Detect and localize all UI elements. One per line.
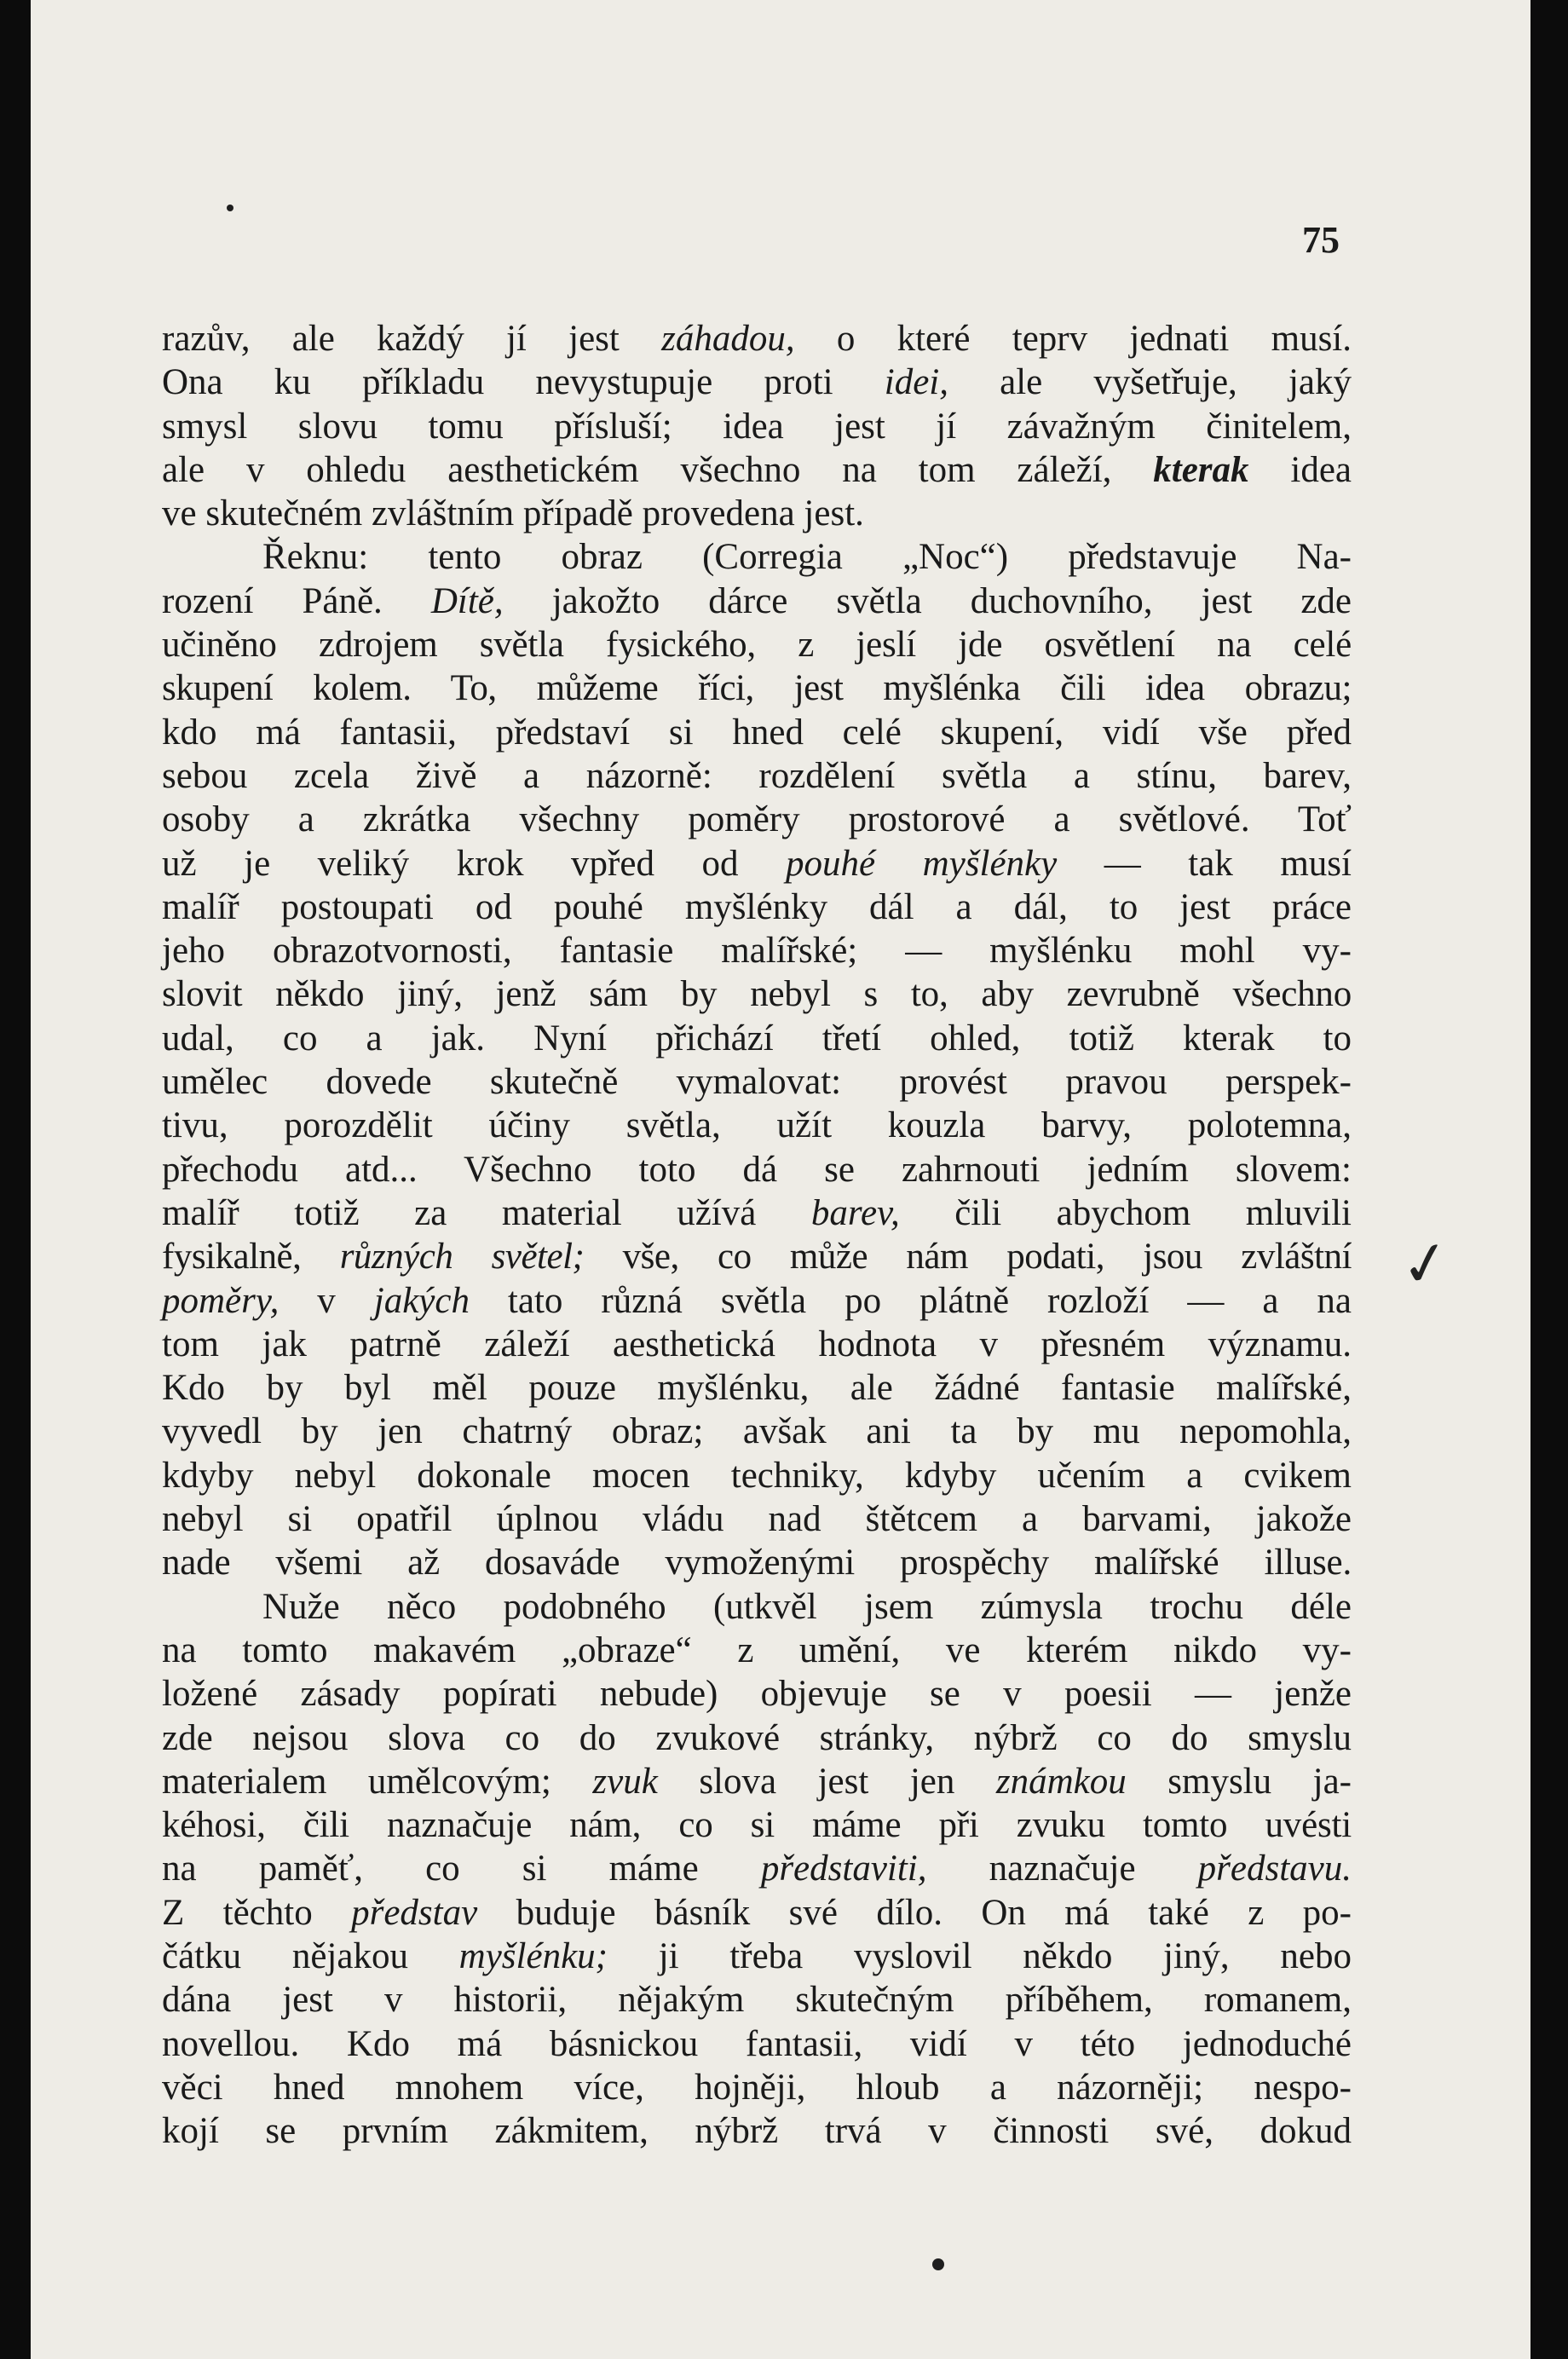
text-segment: slovit někdo jiný, jenž sám by nebyl s to, aby zevrubně všechno — [162, 974, 1352, 1015]
text-line — [162, 360, 1352, 404]
text-segment: kéhosi, čili naznačuje nám, co si máme při zvuku tomto uvésti — [162, 1805, 1352, 1846]
text-line — [162, 1847, 1352, 1890]
text-line — [162, 1191, 1352, 1235]
text-line — [162, 2109, 1352, 2153]
italic-emphasis: známkou — [995, 1761, 1127, 1802]
text-line — [162, 580, 1352, 623]
text-line — [162, 1629, 1352, 1672]
text-segment: už je veliký krok vpřed od — [162, 843, 787, 884]
text-segment: Ona ku příkladu nevystupuje proti — [162, 362, 885, 403]
text-segment: nebyl si opatřil úplnou vládu nad štětcem a barvami, jakože — [162, 1499, 1352, 1540]
text-segment: ji třeba vyslovil někdo jiný, nebo — [607, 1935, 1352, 1976]
text-segment: ale vyšetřuje, jaký — [948, 362, 1352, 403]
text-line — [162, 1716, 1352, 1760]
italic-emphasis: barev, — [810, 1192, 900, 1233]
text-line — [162, 1366, 1352, 1410]
text-line — [162, 535, 1352, 579]
text-segment: Z těchto — [162, 1892, 352, 1933]
text-segment: skupení kolem. To, můžeme říci, jest myšlénka čili idea obrazu; — [162, 668, 1352, 709]
text-segment: přechodu atd... Všechno toto dá se zahrnouti jedním slovem: — [162, 1149, 1352, 1190]
text-line — [162, 317, 1352, 360]
text-segment: sebou zcela živě a názorně: rozdělení světla a stínu, barev, — [162, 755, 1352, 796]
text-line — [162, 842, 1352, 885]
text-segment: novellou. Kdo má básnickou fantasii, vidí v této jednoduché — [162, 2023, 1352, 2064]
text-segment: jeho obrazotvornosti, fantasie malířské; — myšlénku mohl vy- — [162, 931, 1352, 972]
italic-emphasis: záhadou, — [661, 319, 795, 359]
text-segment: tato různá světla po plátně rozloží — a na — [469, 1280, 1352, 1321]
italic-emphasis: pouhé myšlénky — [786, 843, 1058, 884]
italic-emphasis: kterak — [1153, 449, 1249, 490]
italic-emphasis: poměry, — [162, 1280, 280, 1321]
text-line — [162, 1323, 1352, 1366]
ink-speck — [227, 205, 233, 211]
text-segment: kdyby nebyl dokonale mocen techniky, kdyby učením a cvikem — [162, 1455, 1352, 1496]
text-segment: Kdo by byl měl pouze myšlénku, ale žádné fantasie malířské, — [162, 1368, 1352, 1409]
text-segment: razův, ale každý jí jest — [162, 319, 662, 359]
text-segment: smysl slovu tomu přísluší; idea jest jí závažným činitelem, — [162, 406, 1352, 447]
margin-check-mark: ✓ — [1395, 1228, 1456, 1302]
text-segment: umělec dovede skutečně vymalovat: provést pravou perspek- — [162, 1062, 1352, 1103]
text-segment: materialem umělcovým; — [162, 1761, 593, 1802]
text-line — [162, 885, 1352, 929]
text-segment: udal, co a jak. Nyní přichází třetí ohled, totiž kterak to — [162, 1018, 1352, 1058]
text-line — [162, 972, 1352, 1016]
italic-emphasis: idei, — [884, 362, 948, 403]
text-line — [162, 492, 1352, 535]
text-line — [162, 1978, 1352, 2022]
italic-emphasis: různých světel; — [339, 1237, 585, 1278]
italic-emphasis: myšlénku; — [458, 1935, 608, 1976]
text-line — [162, 1585, 1352, 1629]
text-line — [162, 2066, 1352, 2109]
book-page — [31, 0, 1531, 2359]
text-line — [162, 623, 1352, 666]
text-line — [162, 1235, 1352, 1278]
italic-emphasis: zvuk — [592, 1761, 658, 1802]
text-line — [162, 2022, 1352, 2066]
text-segment: nade všemi až dosaváde vymoženými prospěchy malířské illuse. — [162, 1543, 1352, 1583]
scan-right-edge — [1531, 0, 1568, 2359]
text-segment: rození Páně. — [162, 580, 431, 621]
text-segment: na paměť, co si máme — [162, 1849, 761, 1889]
italic-emphasis: představiti, — [760, 1849, 927, 1889]
text-segment: jakožto dárce světla duchovního, jest zde — [503, 580, 1352, 621]
text-segment: smyslu ja- — [1126, 1761, 1352, 1802]
text-segment: tom jak patrně záleží aesthetická hodnota v přesném významu. — [162, 1324, 1352, 1364]
italic-emphasis: představ — [351, 1892, 478, 1933]
text-segment: čili abychom mluvili — [899, 1192, 1352, 1233]
text-line — [162, 1541, 1352, 1584]
text-segment: — tak musí — [1057, 843, 1352, 884]
text-line — [162, 1803, 1352, 1847]
text-segment: ve skutečném zvláštním případě provedena jest. — [162, 493, 864, 534]
text-line — [162, 711, 1352, 754]
text-segment: fysikalně, — [162, 1237, 340, 1278]
text-line — [162, 1760, 1352, 1803]
text-segment: dána jest v historii, nějakým skutečným příběhem, romanem, — [162, 1980, 1352, 2021]
text-line — [162, 798, 1352, 841]
text-segment: slova jest jen — [657, 1761, 996, 1802]
text-line — [162, 754, 1352, 798]
text-segment: buduje básník své dílo. On má také z po- — [477, 1892, 1352, 1933]
italic-emphasis: jakých — [373, 1280, 470, 1321]
text-segment: malíř totiž za material užívá — [162, 1192, 811, 1233]
text-segment: čátku nějakou — [162, 1935, 459, 1976]
text-segment: tivu, porozdělit účiny světla, užít kouzla barvy, polotemna, — [162, 1105, 1352, 1146]
text-line — [162, 1497, 1352, 1541]
text-segment: osoby a zkrátka všechny poměry prostorové a světlové. Toť — [162, 799, 1352, 840]
text-segment: idea — [1248, 449, 1352, 490]
text-segment: učiněno zdrojem světla fysického, z jeslí jde osvětlení na celé — [162, 625, 1352, 666]
text-segment: Řeknu: tento obraz (Corregia „Noc“) představuje Na- — [262, 537, 1352, 578]
text-segment: kojí se prvním zákmitem, nýbrž trvá v činnosti své, dokud — [162, 2111, 1352, 2152]
text-segment: naznačuje — [926, 1849, 1198, 1889]
text-segment: věci hned mnohem více, hojněji, hloub a názorněji; nespo- — [162, 2067, 1352, 2108]
page-number: 75 — [1302, 219, 1340, 261]
text-line — [162, 405, 1352, 448]
italic-emphasis: Dítě, — [430, 580, 504, 621]
text-line — [162, 1891, 1352, 1935]
scan-left-edge — [0, 0, 26, 2359]
text-line — [162, 929, 1352, 972]
text-line — [162, 1410, 1352, 1453]
text-segment: o které teprv jednati musí. — [794, 319, 1352, 359]
text-line — [162, 1454, 1352, 1497]
text-segment: vyvedl by jen chatrný obraz; avšak ani ta by mu nepomohla, — [162, 1411, 1352, 1452]
text-line — [162, 1017, 1352, 1060]
text-line — [162, 1279, 1352, 1323]
text-segment: v — [279, 1280, 374, 1321]
text-segment: na tomto makavém „obraze“ z umění, ve kterém nikdo vy- — [162, 1629, 1352, 1670]
text-segment: zde nejsou slova co do zvukové stránky, nýbrž co do smyslu — [162, 1717, 1352, 1758]
text-line — [162, 1672, 1352, 1716]
text-segment: vše, co může nám podati, jsou zvláštní — [584, 1237, 1352, 1278]
text-line — [162, 1104, 1352, 1147]
text-line — [162, 1060, 1352, 1104]
text-segment: malíř postoupati od pouhé myšlénky dál a dál, to jest práce — [162, 886, 1352, 927]
italic-emphasis: představu. — [1197, 1849, 1352, 1889]
text-line — [162, 1148, 1352, 1191]
body-text — [162, 317, 1352, 2153]
text-line — [162, 448, 1352, 492]
ink-speck — [932, 2258, 944, 2270]
text-line — [162, 1935, 1352, 1978]
text-segment: Nuže něco podobného (utkvěl jsem zúmysla trochu déle — [262, 1586, 1352, 1627]
text-segment: ložené zásady popírati nebude) objevuje se v poesii — jenže — [162, 1674, 1352, 1715]
text-line — [162, 666, 1352, 710]
text-segment: ale v ohledu aesthetickém všechno na tom záleží, — [162, 449, 1154, 490]
text-segment: kdo má fantasii, představí si hned celé skupení, vidí vše před — [162, 712, 1352, 753]
